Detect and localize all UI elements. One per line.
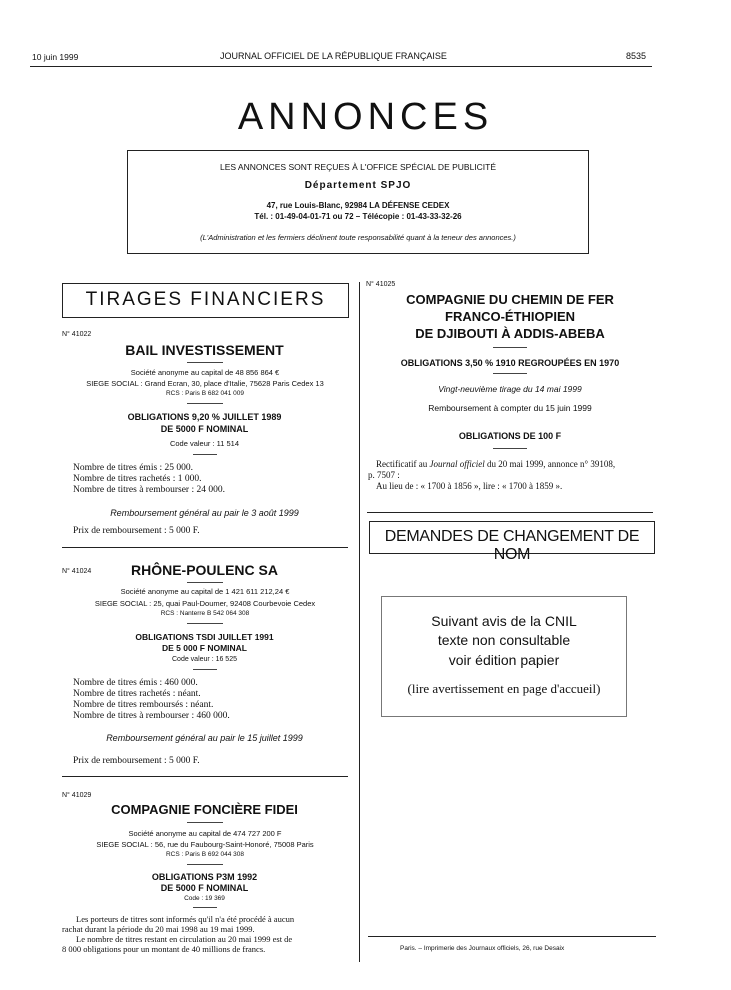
- prix: Prix de remboursement : 5 000 F.: [73, 756, 200, 766]
- line-rembourser: Nombre de titres à rembourser : 460 000.: [73, 711, 230, 721]
- section-box-tirages: [62, 283, 349, 318]
- line-rembourses: Nombre de titres remboursés : néant.: [73, 700, 214, 710]
- rectificatif-line: [368, 459, 658, 470]
- notice-dept: Département SPJO: [304, 180, 412, 191]
- paragraph-line: Les porteurs de titres sont informés qu'il n'a été procédé à aucun: [76, 914, 295, 924]
- section-box-nom: [369, 521, 655, 563]
- page-number: 8535: [626, 51, 647, 61]
- separator: [187, 822, 223, 823]
- annonce-rule: [367, 512, 653, 513]
- paragraph-line: rachat durant la période du 20 mai 1998 au 19 mai 1999.: [62, 924, 255, 934]
- rectificatif-correction: Au lieu de : « 1700 à 1856 », lire : « 1700 à 1859 ».: [376, 481, 563, 491]
- separator: [187, 362, 223, 363]
- separator: [193, 454, 217, 455]
- company-name-line1: COMPAGNIE DU CHEMIN DE FER: [406, 292, 614, 307]
- separator: [187, 582, 223, 583]
- cnil-line1: Suivant avis de la CNIL: [431, 613, 577, 629]
- annonce-number: N° 41024: [62, 568, 92, 575]
- code-valeur: Code valeur : 16 525: [172, 656, 237, 663]
- section-title-tirages: TIRAGES FINANCIERS: [85, 289, 326, 310]
- rcs: RCS : Paris B 682 041 009: [165, 390, 245, 397]
- capital: Société anonyme au capital de 1 421 611 212,24 €: [120, 587, 290, 596]
- notice-phone: Tél. : 01-49-04-01-71 ou 72 – Télécopie : 01-43-33-32-26: [254, 212, 462, 221]
- rectificatif: [368, 459, 658, 492]
- separator: [193, 669, 217, 670]
- rectificatif-journal: Journal officiel: [429, 459, 485, 469]
- separator: [493, 448, 527, 449]
- rectificatif-text: du 20 mai 1999, annonce n° 39108,: [486, 459, 616, 469]
- separator: [187, 623, 223, 624]
- notice-address: 47, rue Louis-Blanc, 92984 LA DÉFENSE CEDEX: [266, 201, 450, 210]
- cnil-line2: texte non consultable: [437, 632, 571, 648]
- cnil-box: [381, 596, 627, 717]
- paragraph-rachat: [62, 914, 357, 954]
- remboursement: Remboursement à compter du 15 juin 1999: [428, 403, 592, 413]
- code-valeur: Code valeur : 11 514: [169, 439, 240, 448]
- section-title-nom: DEMANDES DE CHANGEMENT DE NOM: [384, 528, 640, 563]
- obligation-nominal: DE 5 000 F NOMINAL: [161, 643, 248, 653]
- paragraph-line: Le nombre de titres restant en circulation au 20 mai 1999 est de: [76, 934, 293, 944]
- prix: Prix de remboursement : 5 000 F.: [73, 526, 200, 536]
- line-rachetes: Nombre de titres rachetés : néant.: [73, 689, 201, 699]
- obligation-nominal: OBLIGATIONS DE 100 F: [458, 431, 562, 441]
- paragraph-line: 8 000 obligations pour un montant de 40 millions de francs.: [62, 944, 266, 954]
- annonce-number: N° 41022: [62, 331, 92, 338]
- separator: [493, 373, 527, 374]
- line-rachetes: Nombre de titres rachetés : 1 000.: [73, 474, 202, 484]
- separator: [193, 907, 217, 908]
- page-title: ANNONCES: [237, 96, 494, 138]
- obligation-title: OBLIGATIONS 9,20 % JUILLET 1989: [127, 412, 282, 422]
- cnil-line4: (lire avertissement en page d'accueil): [407, 681, 601, 696]
- obligation-title: OBLIGATIONS TSDI JUILLET 1991: [135, 632, 274, 642]
- obligation-title: OBLIGATIONS 3,50 % 1910 REGROUPÉES EN 1970: [400, 358, 620, 368]
- company-name: RHÔNE-POULENC SA: [130, 562, 278, 578]
- separator: [187, 403, 223, 404]
- company-name: COMPAGNIE FONCIÈRE FIDEI: [111, 802, 298, 817]
- line-rembourser: Nombre de titres à rembourser : 24 000.: [73, 485, 225, 495]
- footer-rule: [368, 936, 656, 937]
- obligation-nominal: DE 5000 F NOMINAL: [160, 424, 249, 434]
- notice-disclaimer: (L'Administration et les fermiers déclinent toute responsabilité quant à la teneur des annonces.): [200, 233, 516, 242]
- rectificatif-text: Rectificatif au: [376, 459, 428, 469]
- code-valeur: Code : 19 369: [184, 895, 225, 902]
- cnil-line3: voir édition papier: [448, 652, 560, 668]
- separator: [187, 864, 223, 865]
- capital: Société anonyme au capital de 474 727 200 F: [128, 829, 282, 838]
- rcs: RCS : Nanterre B 542 064 308: [160, 610, 250, 617]
- tirage: Vingt-neuvième tirage du 14 mai 1999: [438, 384, 582, 394]
- printer-footer: Paris. – Imprimerie des Journaux officiels, 26, rue Desaix: [400, 945, 565, 952]
- journal-title: JOURNAL OFFICIEL DE LA RÉPUBLIQUE FRANÇAISE: [220, 51, 447, 61]
- header-date: 10 juin 1999: [32, 52, 79, 62]
- line-emis: Nombre de titres émis : 460 000.: [73, 678, 198, 688]
- company-name-line2: FRANCO-ÉTHIOPIEN: [445, 309, 575, 324]
- annonce-rule: [62, 776, 348, 777]
- annonce-number: N° 41029: [62, 792, 92, 799]
- company-name: BAIL INVESTISSEMENT: [125, 342, 284, 358]
- company-name-line3: DE DJIBOUTI À ADDIS-ABEBA: [415, 326, 605, 341]
- remboursement: Remboursement général au pair le 3 août 1999: [110, 508, 299, 518]
- capital: Société anonyme au capital de 48 856 864 €: [130, 368, 280, 377]
- rcs: RCS : Paris B 692 044 308: [165, 851, 245, 858]
- header-rule: [30, 66, 652, 67]
- obligation-nominal: DE 5000 F NOMINAL: [160, 883, 249, 893]
- siege-social: SIEGE SOCIAL : 25, quai Paul-Doumer, 92408 Courbevoie Cedex: [94, 599, 316, 608]
- obligation-title: OBLIGATIONS P3M 1992: [151, 872, 258, 882]
- line-emis: Nombre de titres émis : 25 000.: [73, 463, 194, 473]
- annonce-rule: [62, 547, 348, 548]
- notice-line1: LES ANNONCES SONT REÇUES À L'OFFICE SPÉCIAL DE PUBLICITÉ: [219, 162, 497, 172]
- notice-box: [127, 150, 589, 254]
- siege-social: SIEGE SOCIAL : Grand Ecran, 30, place d'Italie, 75628 Paris Cedex 13: [86, 379, 324, 388]
- rectificatif-page: p. 7507 :: [368, 470, 400, 480]
- siege-social: SIEGE SOCIAL : 56, rue du Faubourg-Saint-Honoré, 75008 Paris: [96, 840, 314, 849]
- annonce-number: N° 41025: [366, 281, 396, 288]
- remboursement: Remboursement général au pair le 15 juillet 1999: [106, 733, 303, 743]
- separator: [493, 347, 527, 348]
